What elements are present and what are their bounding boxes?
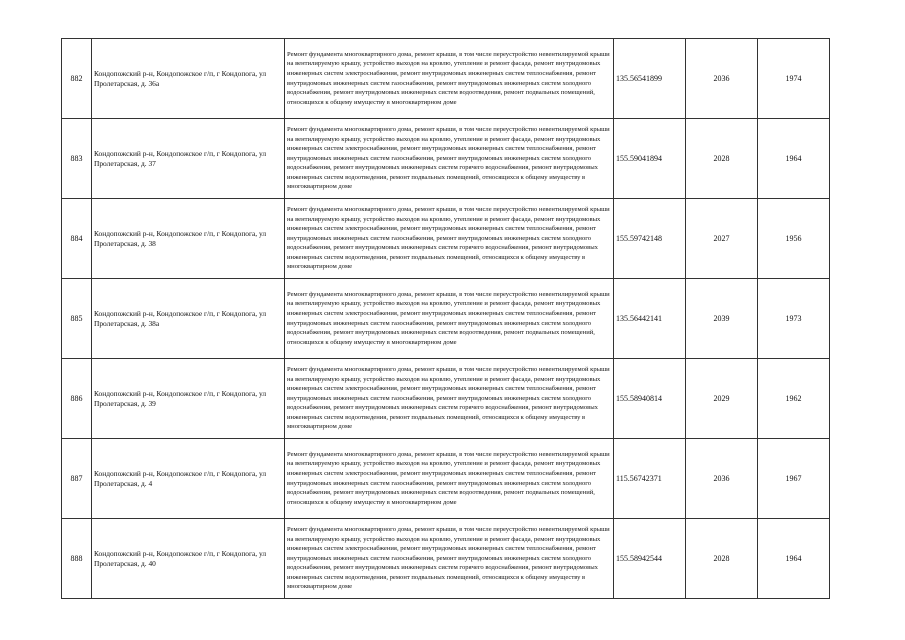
built-year: 1964 (758, 119, 830, 199)
built-year: 1962 (758, 359, 830, 439)
cost-value: 135.56541899 (614, 39, 686, 119)
house-address: Кондопожский р-н, Кондопожское г/п, г Кондопога, ул Пролетарская, д. 37 (92, 119, 285, 199)
built-year: 1956 (758, 199, 830, 279)
cost-value: 155.58940814 (614, 359, 686, 439)
table-row (62, 279, 830, 359)
repair-works: Ремонт фундамента многоквартирного дома, ремонт крыши, в том числе переустройство невентилируемой крыши на вентилируемую крышу, устройство выходов на кровлю, утепление и ремонт фасада, ремонт внутридомовых инженерных систем электроснабжения, ремонт внутридомовых инженерных систем теплоснабжения, ремонт внутридомовых инженерных систем газоснабжения, ремонт внутридомовых инженерных систем холодного водоснабжения, ремонт внутридомовых инженерных систем горячего водоснабжения, ремонт внутридомовых инженерных систем водоотведения, ремонт подвальных помещений, относящихся к общему имуществу в многоквартирном доме (285, 119, 614, 199)
table-row (62, 199, 830, 279)
house-address: Кондопожский р-н, Кондопожское г/п, г Кондопога, ул Пролетарская, д. 36а (92, 39, 285, 119)
planned-year: 2036 (686, 39, 758, 119)
house-address: Кондопожский р-н, Кондопожское г/п, г Кондопога, ул Пролетарская, д. 39 (92, 359, 285, 439)
table-row (62, 39, 830, 119)
table-row (62, 519, 830, 599)
repair-works: Ремонт фундамента многоквартирного дома, ремонт крыши, в том числе переустройство невентилируемой крыши на вентилируемую крышу, устройство выходов на кровлю, утепление и ремонт фасада, ремонт внутридомовых инженерных систем электроснабжения, ремонт внутридомовых инженерных систем теплоснабжения, ремонт внутридомовых инженерных систем газоснабжения, ремонт внутридомовых инженерных систем холодного водоснабжения, ремонт внутридомовых инженерных систем горячего водоснабжения, ремонт внутридомовых инженерных систем водоотведения, ремонт подвальных помещений, относящихся к общему имуществу в многоквартирном доме (285, 359, 614, 439)
repair-works: Ремонт фундамента многоквартирного дома, ремонт крыши, в том числе переустройство невентилируемой крыши на вентилируемую крышу, устройство выходов на кровлю, утепление и ремонт фасада, ремонт внутридомовых инженерных систем электроснабжения, ремонт внутридомовых инженерных систем теплоснабжения, ремонт внутридомовых инженерных систем газоснабжения, ремонт внутридомовых инженерных систем холодного водоснабжения, ремонт внутридомовых инженерных систем горячего водоснабжения, ремонт внутридомовых инженерных систем водоотведения, ремонт подвальных помещений, относящихся к общему имуществу в многоквартирном доме (285, 199, 614, 279)
planned-year: 2028 (686, 519, 758, 599)
built-year: 1967 (758, 439, 830, 519)
repair-works: Ремонт фундамента многоквартирного дома, ремонт крыши, в том числе переустройство невентилируемой крыши на вентилируемую крышу, устройство выходов на кровлю, утепление и ремонт фасада, ремонт внутридомовых инженерных систем электроснабжения, ремонт внутридомовых инженерных систем теплоснабжения, ремонт внутридомовых инженерных систем газоснабжения, ремонт внутридомовых инженерных систем холодного водоснабжения, ремонт внутридомовых инженерных систем горячего водоснабжения, ремонт внутридомовых инженерных систем водоотведения, ремонт подвальных помещений, относящихся к общему имуществу в многоквартирном доме (285, 519, 614, 599)
capital-repair-table (61, 38, 830, 599)
repair-works: Ремонт фундамента многоквартирного дома, ремонт крыши, в том числе переустройство невентилируемой крыши на вентилируемую крышу, устройство выходов на кровлю, утепление и ремонт фасада, ремонт внутридомовых инженерных систем электроснабжения, ремонт внутридомовых инженерных систем теплоснабжения, ремонт внутридомовых инженерных систем газоснабжения, ремонт внутридомовых инженерных систем холодного водоснабжения, ремонт внутридомовых инженерных систем водоотведения, ремонт подвальных помещений, относящихся к общему имуществу в многоквартирном доме (285, 39, 614, 119)
row-number: 885 (62, 279, 92, 359)
repair-works: Ремонт фундамента многоквартирного дома, ремонт крыши, в том числе переустройство невентилируемой крыши на вентилируемую крышу, устройство выходов на кровлю, утепление и ремонт фасада, ремонт внутридомовых инженерных систем электроснабжения, ремонт внутридомовых инженерных систем теплоснабжения, ремонт внутридомовых инженерных систем газоснабжения, ремонт внутридомовых инженерных систем холодного водоснабжения, ремонт внутридомовых инженерных систем водоотведения, ремонт подвальных помещений, относящихся к общему имуществу в многоквартирном доме (285, 439, 614, 519)
planned-year: 2027 (686, 199, 758, 279)
house-address: Кондопожский р-н, Кондопожское г/п, г Кондопога, ул Пролетарская, д. 4 (92, 439, 285, 519)
cost-value: 135.56442141 (614, 279, 686, 359)
cost-value: 155.59742148 (614, 199, 686, 279)
row-number: 883 (62, 119, 92, 199)
planned-year: 2028 (686, 119, 758, 199)
row-number: 884 (62, 199, 92, 279)
row-number: 887 (62, 439, 92, 519)
cost-value: 155.59041894 (614, 119, 686, 199)
repair-works: Ремонт фундамента многоквартирного дома, ремонт крыши, в том числе переустройство невентилируемой крыши на вентилируемую крышу, устройство выходов на кровлю, утепление и ремонт фасада, ремонт внутридомовых инженерных систем электроснабжения, ремонт внутридомовых инженерных систем теплоснабжения, ремонт внутридомовых инженерных систем газоснабжения, ремонт внутридомовых инженерных систем холодного водоснабжения, ремонт внутридомовых инженерных систем водоотведения, ремонт подвальных помещений, относящихся к общему имуществу в многоквартирном доме (285, 279, 614, 359)
cost-value: 115.56742371 (614, 439, 686, 519)
built-year: 1973 (758, 279, 830, 359)
row-number: 888 (62, 519, 92, 599)
planned-year: 2039 (686, 279, 758, 359)
table-row (62, 119, 830, 199)
table-row (62, 359, 830, 439)
row-number: 882 (62, 39, 92, 119)
cost-value: 155.58942544 (614, 519, 686, 599)
house-address: Кондопожский р-н, Кондопожское г/п, г Кондопога, ул Пролетарская, д. 38 (92, 199, 285, 279)
house-address: Кондопожский р-н, Кондопожское г/п, г Кондопога, ул Пролетарская, д. 40 (92, 519, 285, 599)
planned-year: 2029 (686, 359, 758, 439)
house-address: Кондопожский р-н, Кондопожское г/п, г Кондопога, ул Пролетарская, д. 38а (92, 279, 285, 359)
built-year: 1964 (758, 519, 830, 599)
planned-year: 2036 (686, 439, 758, 519)
built-year: 1974 (758, 39, 830, 119)
table-row (62, 439, 830, 519)
row-number: 886 (62, 359, 92, 439)
